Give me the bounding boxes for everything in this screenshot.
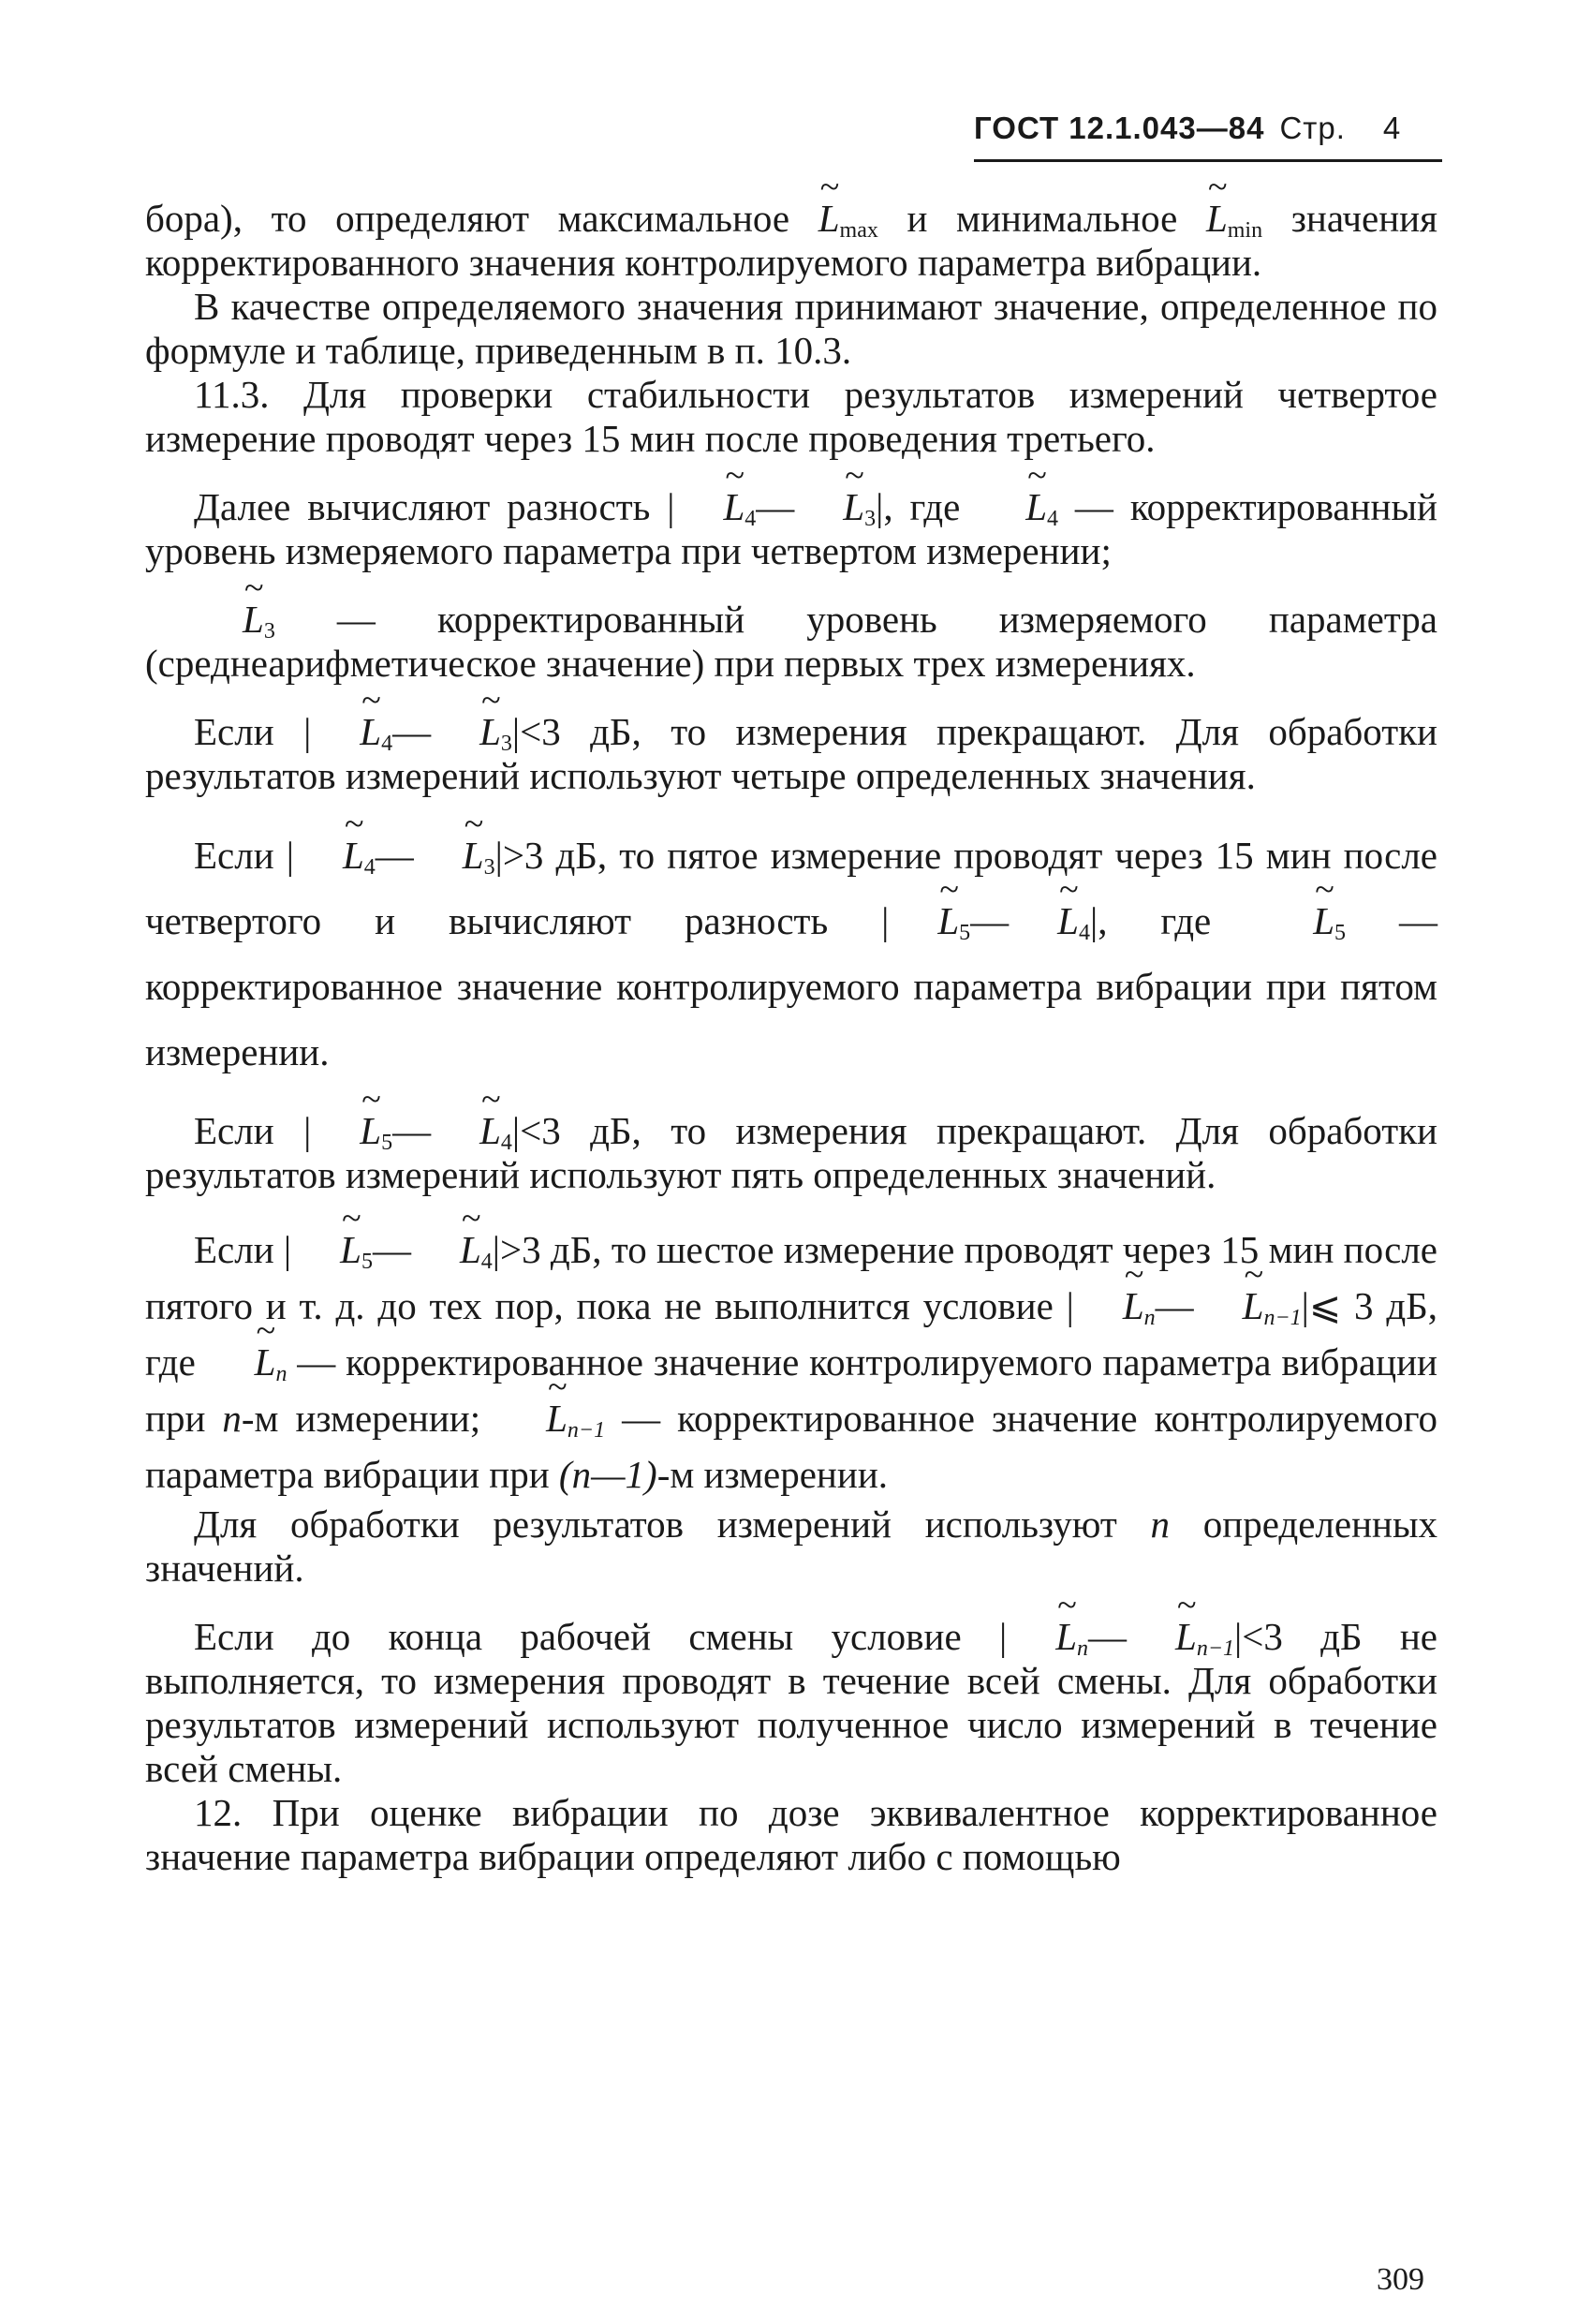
page-label: Стр. bbox=[1279, 111, 1346, 145]
text-run: — корректированный уровень измеряемого параметра при четвертом измерении; bbox=[145, 485, 1437, 572]
text-run: дБ, то пятое измерение проводят через 15 мин после четвертого и вычисляют разность bbox=[145, 834, 1437, 942]
math-bar: | bbox=[1089, 899, 1098, 942]
text-run: дБ, то измерения прекращают. Для обработки результатов измерений используют пять определенных значений. bbox=[145, 1109, 1437, 1196]
subscript: 4 bbox=[480, 1250, 493, 1274]
math-bar: | bbox=[998, 1615, 1008, 1658]
math-symbol: ~ L bbox=[1127, 1615, 1197, 1659]
text-run: , где bbox=[883, 485, 978, 528]
text-run: — корректированный уровень измеряемого параметра (среднеарифметическое значение) при первых трех измерениях. bbox=[145, 598, 1437, 685]
math-symbol: ~ L bbox=[411, 1221, 481, 1278]
paragraph-5 bbox=[145, 598, 1437, 686]
math-symbol: ~ L bbox=[674, 485, 744, 529]
text-run: определенных значений. bbox=[145, 1502, 1437, 1590]
subscript: n−1 bbox=[1263, 1306, 1302, 1330]
math-symbol: ~ L bbox=[291, 1221, 361, 1278]
math-dash: — bbox=[1088, 1615, 1127, 1658]
math-bar: | bbox=[511, 1109, 521, 1152]
math-bar: | bbox=[303, 1109, 312, 1152]
subscript: max bbox=[839, 218, 878, 243]
subscript: 4 bbox=[500, 1131, 512, 1155]
subscript: 4 bbox=[1047, 507, 1059, 531]
math-symbol: ~ L bbox=[1074, 1278, 1144, 1334]
header-page-number: 4 bbox=[1382, 111, 1402, 145]
subscript: 4 bbox=[381, 732, 393, 756]
math-bar: | bbox=[494, 834, 503, 877]
body-text bbox=[145, 178, 1437, 1879]
text-run: Если bbox=[194, 1228, 284, 1271]
math-bar: | bbox=[667, 485, 675, 528]
math-bar: | bbox=[303, 710, 312, 753]
math-variable: n bbox=[1150, 1502, 1171, 1546]
subscript: min bbox=[1227, 218, 1263, 243]
math-dash: — bbox=[970, 899, 1010, 942]
page-number: 309 bbox=[1377, 2262, 1424, 2297]
math-bar: | bbox=[511, 710, 521, 753]
math-symbol: ~ L bbox=[497, 1390, 568, 1446]
subscript: n−1 bbox=[1196, 1636, 1235, 1661]
math-bar: | bbox=[1301, 1284, 1309, 1327]
header-rule bbox=[974, 159, 1442, 162]
subscript: 3 bbox=[500, 732, 512, 756]
math-relation: <3 bbox=[520, 710, 561, 753]
paragraph-8 bbox=[145, 1109, 1437, 1197]
paragraph-2: В качестве определяемого значения принимают значение, определенное по формуле и таблице, приведенным в п. 10.3. bbox=[145, 285, 1437, 372]
math-bar: | bbox=[492, 1228, 500, 1271]
math-symbol: ~ L bbox=[414, 822, 484, 888]
subscript: 5 bbox=[959, 921, 971, 945]
text-run: Далее вычисляют разность bbox=[194, 485, 668, 528]
subscript: n bbox=[275, 1362, 287, 1386]
math-bar: | bbox=[881, 899, 890, 942]
math-symbol: ~ L bbox=[1206, 197, 1228, 241]
subscript: 4 bbox=[363, 855, 376, 880]
math-symbol: ~ L bbox=[1009, 888, 1079, 954]
math-dash: — bbox=[372, 1228, 411, 1271]
math-symbol: ~ L bbox=[794, 485, 864, 529]
subscript: 3 bbox=[263, 619, 275, 644]
subscript: 4 bbox=[744, 507, 757, 531]
math-dash: — bbox=[392, 710, 432, 753]
math-relation: <3 bbox=[1242, 1615, 1283, 1658]
text-run: дБ, то шестое измерение проводят через 15 мин после пятого и т. д. до тех пор, пока не выполнится условие bbox=[145, 1228, 1437, 1327]
math-symbol: ~ L bbox=[431, 1109, 501, 1153]
text-run: дБ, то измерения прекращают. Для обработки результатов измерений используют четыре определенных значения. bbox=[145, 710, 1437, 797]
paragraph-1 bbox=[145, 197, 1437, 285]
math-symbol: ~ L bbox=[194, 598, 264, 642]
text-run: -м измерении; bbox=[241, 1397, 498, 1440]
math-symbol: ~ L bbox=[1194, 1278, 1264, 1334]
text-run: значения корректированного значения контролируемого параметра вибрации. bbox=[145, 197, 1437, 284]
math-dash: — bbox=[392, 1109, 432, 1152]
math-variable: n bbox=[222, 1397, 242, 1440]
math-symbol: ~ L bbox=[294, 822, 364, 888]
math-relation: ⩽ 3 bbox=[1308, 1284, 1374, 1327]
math-relation: >3 bbox=[502, 834, 544, 877]
math-bar: | bbox=[1234, 1615, 1243, 1658]
subscript: 4 bbox=[1078, 921, 1090, 945]
paragraph-4 bbox=[145, 485, 1437, 573]
subscript: 3 bbox=[864, 507, 877, 531]
math-relation: <3 bbox=[520, 1109, 561, 1152]
text-run: и минимальное bbox=[877, 197, 1206, 240]
text-run: бора), то определяют максимальное bbox=[145, 197, 818, 240]
math-dash: — bbox=[1155, 1284, 1194, 1327]
math-symbol: ~ L bbox=[977, 485, 1047, 529]
paragraph-7 bbox=[145, 822, 1437, 1085]
paragraph-11 bbox=[145, 1615, 1437, 1791]
paragraph-9 bbox=[145, 1221, 1437, 1502]
math-symbol: ~ L bbox=[431, 710, 501, 754]
text-run: — корректированное значение контролируемого параметра вибрации при bbox=[145, 1340, 1437, 1440]
page-header bbox=[974, 111, 1442, 146]
text-run: Если bbox=[194, 1109, 304, 1152]
subscript: n bbox=[1077, 1636, 1088, 1661]
math-bar: | bbox=[1066, 1284, 1074, 1327]
subscript: n bbox=[1143, 1306, 1156, 1330]
text-run: дБ, где bbox=[145, 1284, 1438, 1384]
math-variable: (n—1) bbox=[558, 1453, 657, 1496]
math-symbol: ~ L bbox=[889, 888, 959, 954]
math-dash: — bbox=[756, 485, 795, 528]
paragraph-3: 11.3. Для проверки стабильности результатов измерений четвертое измерение проводят через 15 мин после проведения третьего. bbox=[145, 373, 1437, 460]
math-symbol: ~ L bbox=[311, 1109, 381, 1153]
text-run: Если до конца рабочей смены условие bbox=[194, 1615, 999, 1658]
text-run: дБ не выполняется, то измерения проводят в течение всей смены. Для обработки результатов измерений используют полученное число измерений в течение всей смены. bbox=[145, 1615, 1437, 1790]
text-run: — корректированное значение контролируемого параметра вибрации при bbox=[145, 1397, 1437, 1496]
paragraph-12: 12. При оценке вибрации по дозе эквивалентное корректированное значение параметра вибрации определяют либо с помощью bbox=[145, 1791, 1437, 1878]
text-run: Если bbox=[194, 834, 287, 877]
math-relation: >3 bbox=[499, 1228, 541, 1271]
paragraph-10 bbox=[145, 1502, 1437, 1591]
paragraph-6 bbox=[145, 710, 1437, 798]
math-symbol: ~ L bbox=[311, 710, 381, 754]
text-run: Если bbox=[194, 710, 304, 753]
subscript: 5 bbox=[1334, 921, 1347, 945]
subscript: 3 bbox=[483, 855, 495, 880]
text-run: Для обработки результатов измерений используют bbox=[194, 1502, 1151, 1546]
math-bar: | bbox=[286, 834, 294, 877]
math-bar: | bbox=[876, 485, 884, 528]
subscript: 5 bbox=[381, 1131, 393, 1155]
subscript: 5 bbox=[361, 1250, 373, 1274]
math-symbol: ~ L bbox=[1007, 1615, 1077, 1659]
text-run: — корректированное значение контролируемого параметра вибрации при пятом измерении. bbox=[145, 899, 1437, 1073]
math-symbol: ~ L bbox=[818, 197, 840, 241]
text-run: -м измерении. bbox=[656, 1453, 889, 1496]
math-symbol: ~ L bbox=[1264, 888, 1334, 954]
math-bar: | bbox=[283, 1228, 292, 1271]
subscript: n−1 bbox=[567, 1418, 606, 1443]
text-run: , где bbox=[1098, 899, 1265, 942]
standard-number: ГОСТ 12.1.043—84 bbox=[974, 111, 1265, 145]
math-dash: — bbox=[375, 834, 414, 877]
math-symbol: ~ L bbox=[206, 1334, 276, 1390]
